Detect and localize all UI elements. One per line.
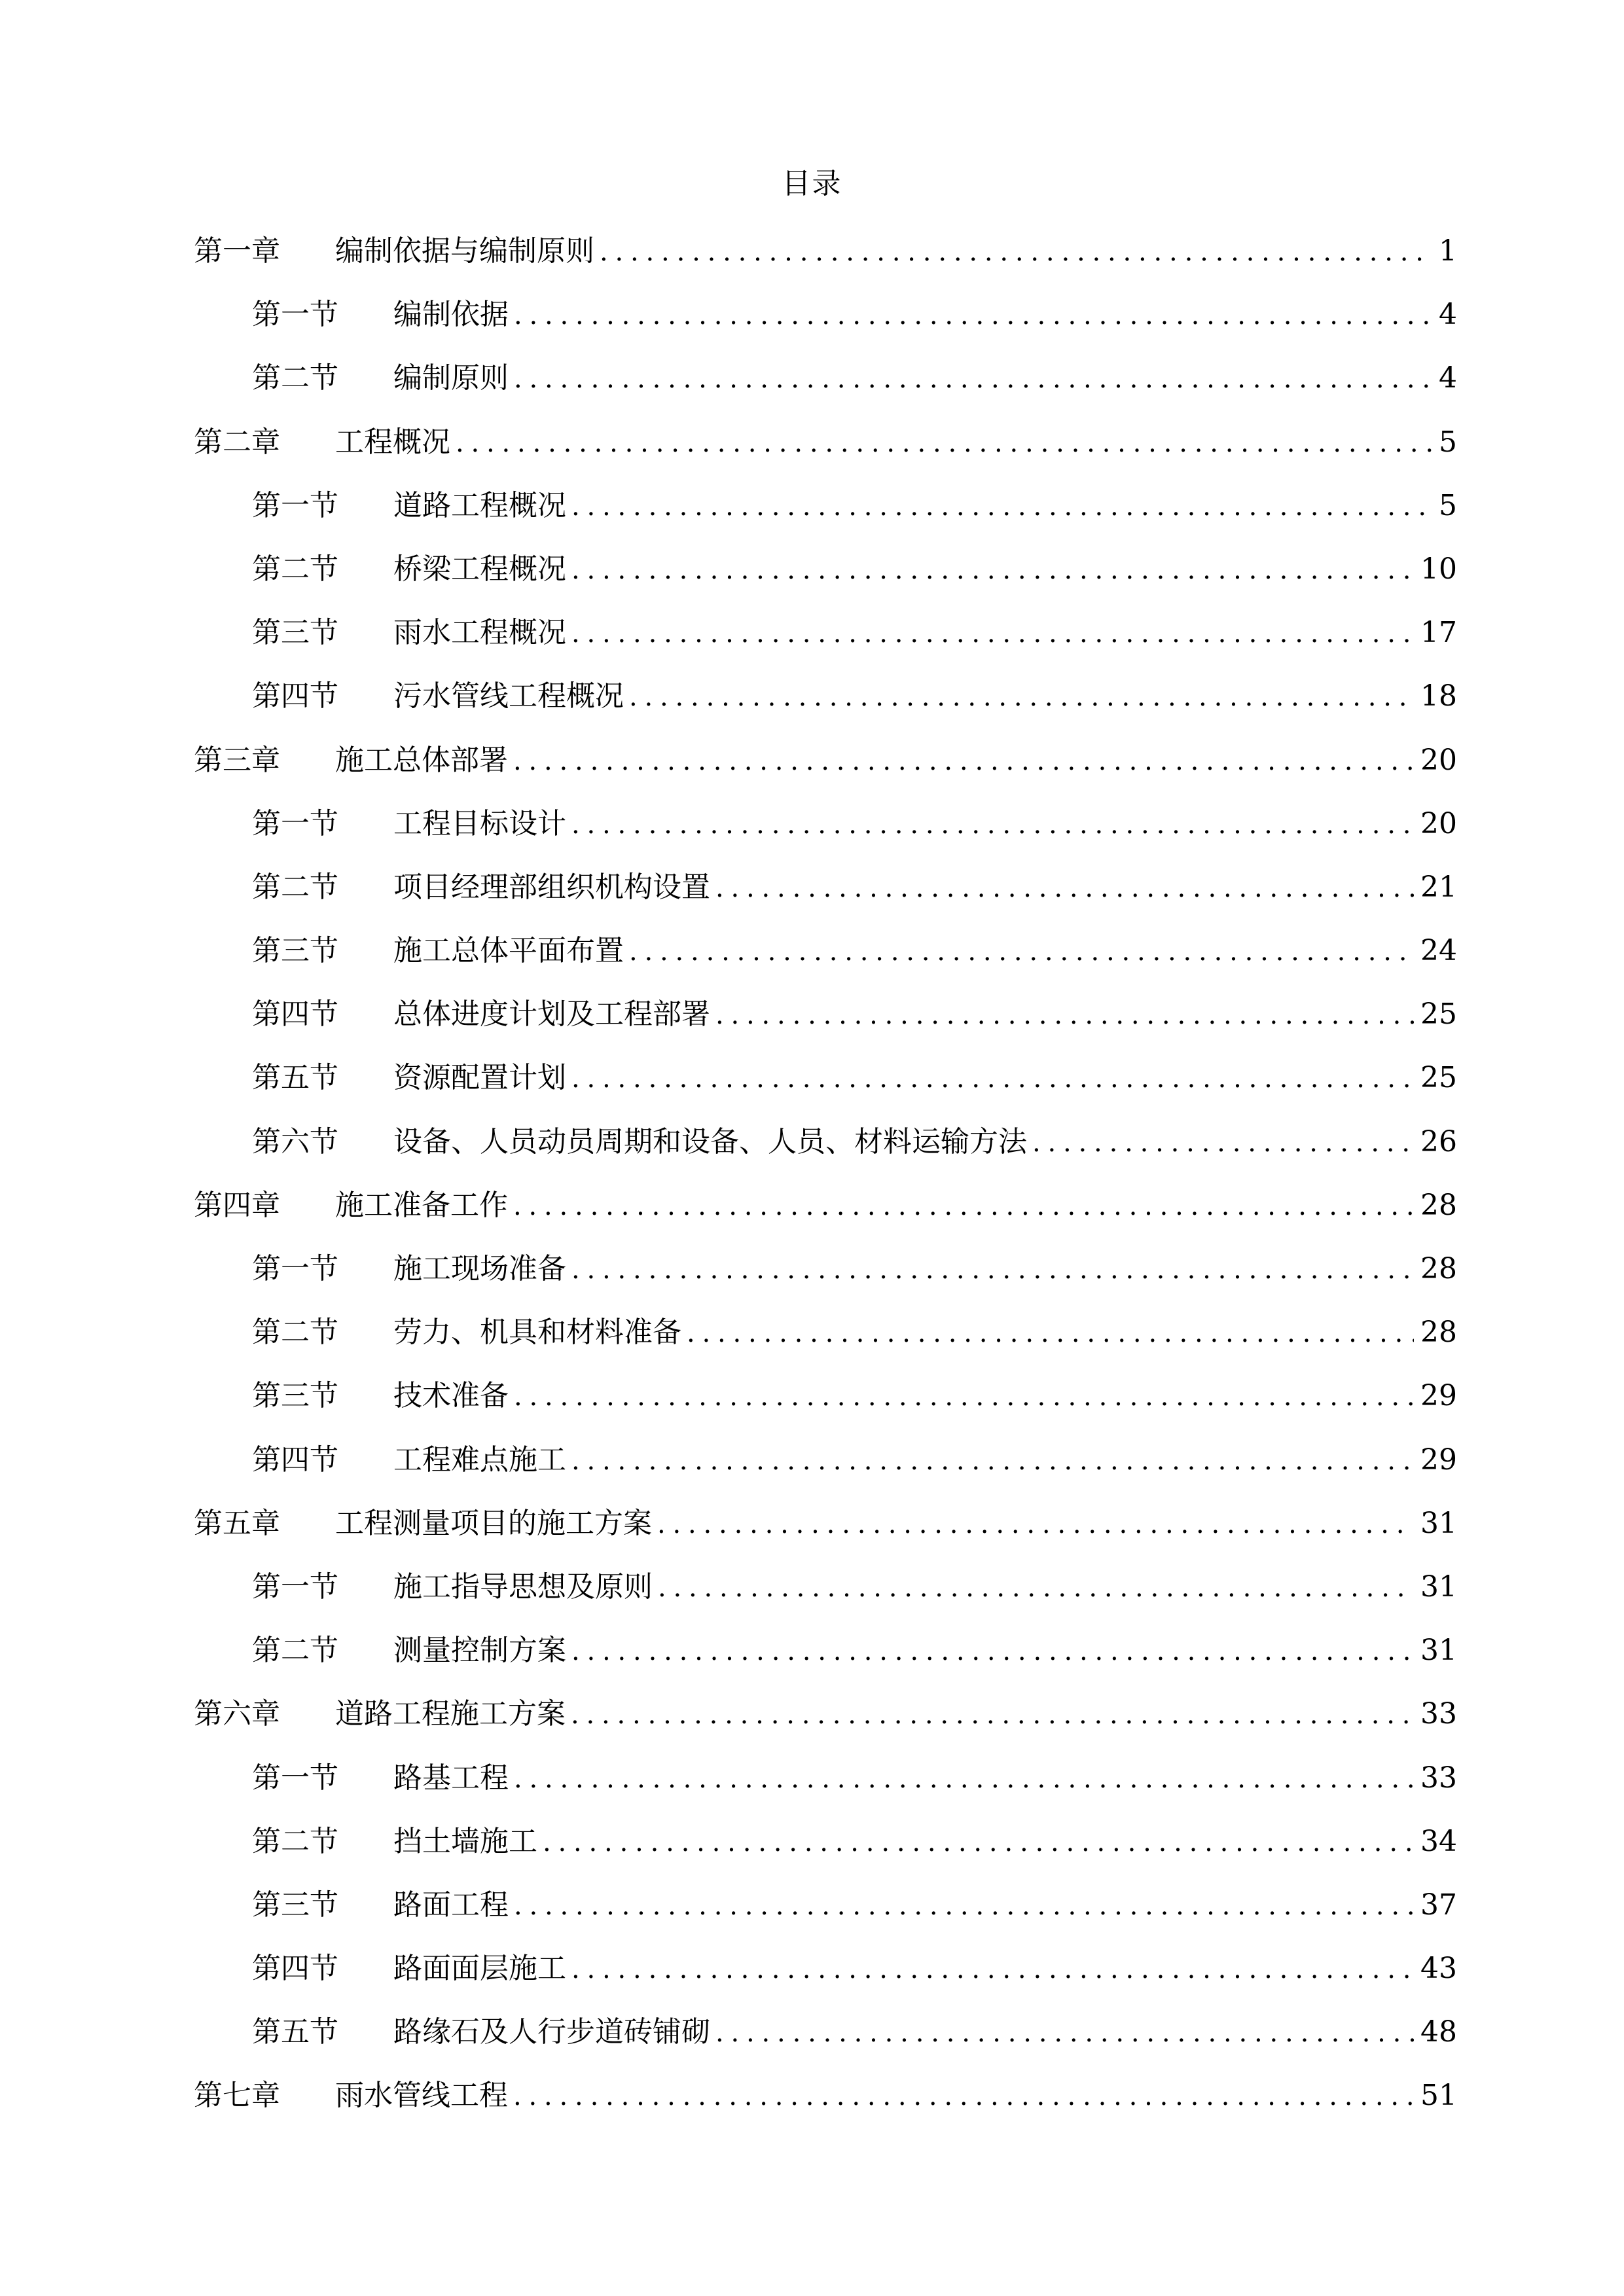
toc-entry-number: 第三章 — [194, 743, 280, 777]
toc-entry-title: 技术准备 — [393, 1379, 509, 1413]
toc-entry-title: 资源配置计划 — [393, 1061, 566, 1095]
toc-page-number: 48 — [1420, 2015, 1457, 2049]
toc-section-entry[interactable] — [0, 919, 1624, 982]
toc-entry-title: 编制依据与编制原则 — [335, 234, 594, 268]
toc-entry-title: 路缘石及人行步道砖铺砌 — [393, 2015, 710, 2049]
toc-section-entry[interactable] — [0, 982, 1624, 1046]
toc-entry-row — [252, 1055, 1457, 1102]
toc-page-number: 29 — [1420, 1443, 1457, 1477]
toc-section-entry[interactable] — [0, 1110, 1624, 1174]
toc-entry-number: 第二节 — [252, 870, 338, 904]
toc-title: 目录 — [782, 167, 842, 200]
toc-section-entry[interactable] — [0, 1428, 1624, 1492]
toc-dot-leader — [571, 1438, 1414, 1484]
toc-entry-row — [252, 865, 1457, 911]
toc-entry-row — [252, 1310, 1457, 1356]
toc-page-number: 26 — [1420, 1124, 1457, 1158]
toc-dot-leader — [629, 674, 1414, 720]
toc-entry-number: 第六章 — [194, 1697, 280, 1731]
toc-entry-row — [252, 1882, 1457, 1929]
toc-entry-row — [252, 928, 1457, 975]
toc-section-entry[interactable] — [0, 1619, 1624, 1682]
toc-entry-title: 施工准备工作 — [335, 1188, 508, 1222]
toc-entry-number: 第三节 — [252, 1379, 338, 1413]
toc-entry-number: 第三节 — [252, 934, 338, 968]
toc-entry-title: 编制原则 — [393, 361, 509, 395]
toc-entry-title: 路面面层施工 — [393, 1952, 566, 1986]
toc-page-number: 10 — [1420, 552, 1457, 586]
toc-dot-leader — [514, 356, 1432, 402]
toc-dot-leader — [629, 929, 1414, 975]
toc-section-entry[interactable] — [0, 537, 1624, 601]
toc-section-entry[interactable] — [0, 664, 1624, 728]
toc-entry-row — [252, 992, 1457, 1038]
toc-chapter-entry[interactable] — [0, 1492, 1624, 1555]
toc-dot-leader — [513, 1183, 1414, 1229]
toc-section-entry[interactable] — [0, 1300, 1624, 1364]
toc-section-entry[interactable] — [0, 1237, 1624, 1300]
toc-chapter-entry[interactable] — [0, 2064, 1624, 2127]
toc-dot-leader — [571, 1247, 1414, 1293]
toc-entry-title: 施工指导思想及原则 — [393, 1570, 653, 1604]
toc-entry-row — [252, 2009, 1457, 2056]
toc-entry-number: 第六节 — [252, 1124, 338, 1158]
toc-dot-leader — [657, 1501, 1414, 1547]
toc-entry-title: 施工现场准备 — [393, 1252, 566, 1285]
toc-list — [0, 219, 1624, 2128]
toc-dot-leader — [571, 802, 1414, 848]
toc-entry-row — [194, 228, 1457, 275]
toc-entry-title: 桥梁工程概况 — [393, 552, 566, 586]
toc-entry-number: 第四节 — [252, 1443, 338, 1477]
toc-dot-leader — [658, 1565, 1414, 1611]
toc-chapter-entry[interactable] — [0, 410, 1624, 474]
toc-entry-row — [194, 1691, 1457, 1738]
toc-dot-leader — [1032, 1120, 1414, 1166]
toc-entry-row — [252, 1564, 1457, 1611]
toc-page-number: 25 — [1420, 997, 1457, 1031]
toc-entry-row — [252, 292, 1457, 338]
toc-entry-number: 第一节 — [252, 1570, 338, 1604]
toc-entry-number: 第一节 — [252, 488, 338, 522]
toc-entry-row — [252, 1946, 1457, 1992]
toc-section-entry[interactable] — [0, 1937, 1624, 2000]
toc-entry-title: 工程测量项目的施工方案 — [335, 1506, 652, 1540]
toc-dot-leader — [571, 1692, 1414, 1738]
toc-entry-row — [252, 1437, 1457, 1484]
toc-dot-leader — [543, 1820, 1414, 1865]
toc-entry-title: 道路工程施工方案 — [335, 1697, 566, 1731]
toc-entry-row — [252, 673, 1457, 720]
toc-dot-leader — [715, 992, 1414, 1038]
toc-dot-leader — [571, 1628, 1414, 1674]
toc-dot-leader — [513, 738, 1414, 784]
toc-page-number: 5 — [1439, 488, 1457, 522]
toc-entry-row — [194, 1501, 1457, 1547]
toc-entry-number: 第五章 — [194, 1506, 280, 1540]
toc-entry-number: 第五节 — [252, 1061, 338, 1095]
toc-page-number: 24 — [1420, 934, 1457, 968]
toc-entry-title: 编制依据 — [393, 298, 509, 332]
toc-page-number: 51 — [1420, 2079, 1457, 2113]
toc-page-number: 20 — [1420, 806, 1457, 840]
toc-entry-title: 道路工程概况 — [393, 488, 566, 522]
toc-dot-leader — [514, 1374, 1414, 1420]
toc-entry-row — [252, 1119, 1457, 1166]
toc-entry-title: 测量控制方案 — [393, 1634, 566, 1668]
toc-page-number: 20 — [1420, 743, 1457, 777]
toc-entry-row — [252, 1246, 1457, 1293]
toc-page-number: 28 — [1420, 1252, 1457, 1285]
toc-entry-title: 工程目标设计 — [393, 806, 566, 840]
toc-entry-number: 第二节 — [252, 1316, 338, 1350]
toc-entry-title: 路面工程 — [393, 1888, 509, 1922]
toc-entry-number: 第二节 — [252, 361, 338, 395]
toc-section-entry[interactable] — [0, 792, 1624, 855]
toc-chapter-entry[interactable] — [0, 728, 1624, 792]
toc-entry-number: 第三节 — [252, 616, 338, 650]
toc-page-number: 33 — [1420, 1697, 1457, 1731]
toc-entry-title: 工程概况 — [335, 425, 450, 459]
toc-section-entry[interactable] — [0, 283, 1624, 346]
toc-entry-number: 第一节 — [252, 298, 338, 332]
toc-entry-title: 劳力、机具和材料准备 — [393, 1316, 681, 1350]
toc-page-number: 21 — [1420, 870, 1457, 904]
toc-entry-row — [252, 1819, 1457, 1865]
toc-entry-number: 第一章 — [194, 234, 280, 268]
toc-entry-number: 第四节 — [252, 997, 338, 1031]
toc-entry-number: 第四节 — [252, 679, 338, 713]
toc-entry-row — [252, 610, 1457, 656]
toc-entry-row — [252, 801, 1457, 848]
toc-section-entry[interactable] — [0, 1364, 1624, 1427]
toc-entry-number: 第三节 — [252, 1888, 338, 1922]
toc-page-number: 31 — [1420, 1634, 1457, 1668]
toc-dot-leader — [571, 1056, 1414, 1102]
toc-section-entry[interactable] — [0, 1810, 1624, 1873]
toc-entry-number: 第二节 — [252, 1634, 338, 1668]
toc-entry-row — [252, 1373, 1457, 1420]
toc-entry-row — [252, 547, 1457, 593]
toc-page-number: 4 — [1439, 298, 1457, 332]
toc-page-number: 18 — [1420, 679, 1457, 713]
toc-page-number: 17 — [1420, 616, 1457, 650]
toc-dot-leader — [600, 229, 1432, 275]
toc-dot-leader — [571, 1946, 1414, 1992]
toc-chapter-entry[interactable] — [0, 219, 1624, 283]
toc-dot-leader — [514, 293, 1432, 338]
toc-page-number: 5 — [1439, 425, 1457, 459]
toc-section-entry[interactable] — [0, 1555, 1624, 1619]
toc-section-entry[interactable] — [0, 601, 1624, 664]
toc-entry-title: 工程难点施工 — [393, 1443, 566, 1477]
toc-entry-title: 污水管线工程概况 — [393, 679, 624, 713]
toc-dot-leader — [571, 547, 1414, 593]
toc-entry-row — [252, 483, 1457, 529]
toc-section-entry[interactable] — [0, 2000, 1624, 2064]
toc-section-entry[interactable] — [0, 1746, 1624, 1810]
toc-page-number: 33 — [1420, 1761, 1457, 1795]
toc-dot-leader — [687, 1310, 1414, 1356]
toc-entry-number: 第二节 — [252, 1824, 338, 1858]
toc-entry-row — [194, 738, 1457, 784]
toc-entry-number: 第五节 — [252, 2015, 338, 2049]
toc-dot-leader — [456, 420, 1432, 466]
toc-page-number: 31 — [1420, 1570, 1457, 1604]
toc-chapter-entry[interactable] — [0, 1682, 1624, 1746]
toc-page-number: 43 — [1420, 1952, 1457, 1986]
toc-dot-leader — [514, 1756, 1414, 1802]
toc-dot-leader — [715, 2010, 1414, 2056]
toc-entry-title: 施工总体部署 — [335, 743, 508, 777]
toc-page-number: 31 — [1420, 1506, 1457, 1540]
toc-entry-row — [194, 1183, 1457, 1229]
toc-entry-title: 设备、人员动员周期和设备、人员、材料运输方法 — [393, 1124, 1027, 1158]
toc-page-number: 28 — [1420, 1316, 1457, 1350]
toc-entry-title: 项目经理部组织机构设置 — [393, 870, 710, 904]
toc-entry-title: 雨水管线工程 — [335, 2079, 508, 2113]
toc-section-entry[interactable] — [0, 855, 1624, 919]
toc-dot-leader — [513, 2073, 1414, 2119]
toc-entry-number: 第一节 — [252, 1252, 338, 1285]
toc-entry-number: 第七章 — [194, 2079, 280, 2113]
toc-entry-number: 第四章 — [194, 1188, 280, 1222]
toc-chapter-entry[interactable] — [0, 1174, 1624, 1237]
toc-entry-title: 路基工程 — [393, 1761, 509, 1795]
toc-entry-number: 第一节 — [252, 1761, 338, 1795]
toc-page-number: 1 — [1439, 234, 1457, 268]
toc-entry-number: 第四节 — [252, 1952, 338, 1986]
toc-page-number: 28 — [1420, 1188, 1457, 1222]
toc-dot-leader — [715, 865, 1414, 911]
toc-entry-number: 第二章 — [194, 425, 280, 459]
toc-entry-row — [194, 2073, 1457, 2119]
toc-page-number: 4 — [1439, 361, 1457, 395]
toc-entry-row — [252, 1755, 1457, 1802]
toc-page-number: 37 — [1420, 1888, 1457, 1922]
toc-entry-row — [194, 420, 1457, 466]
toc-section-entry[interactable] — [0, 1046, 1624, 1109]
toc-entry-title: 总体进度计划及工程部署 — [393, 997, 710, 1031]
toc-page-number: 29 — [1420, 1379, 1457, 1413]
toc-page-number: 34 — [1420, 1824, 1457, 1858]
toc-section-entry[interactable] — [0, 474, 1624, 537]
toc-entry-row — [252, 355, 1457, 402]
toc-dot-leader — [571, 484, 1432, 529]
toc-entry-title: 施工总体平面布置 — [393, 934, 624, 968]
toc-entry-number: 第二节 — [252, 552, 338, 586]
toc-section-entry[interactable] — [0, 346, 1624, 410]
toc-entry-row — [252, 1628, 1457, 1674]
toc-page-number: 25 — [1420, 1061, 1457, 1095]
toc-entry-title: 挡土墙施工 — [393, 1824, 537, 1858]
toc-entry-title: 雨水工程概况 — [393, 616, 566, 650]
toc-section-entry[interactable] — [0, 1873, 1624, 1937]
toc-entry-number: 第一节 — [252, 806, 338, 840]
toc-dot-leader — [571, 611, 1414, 656]
toc-dot-leader — [514, 1883, 1414, 1929]
